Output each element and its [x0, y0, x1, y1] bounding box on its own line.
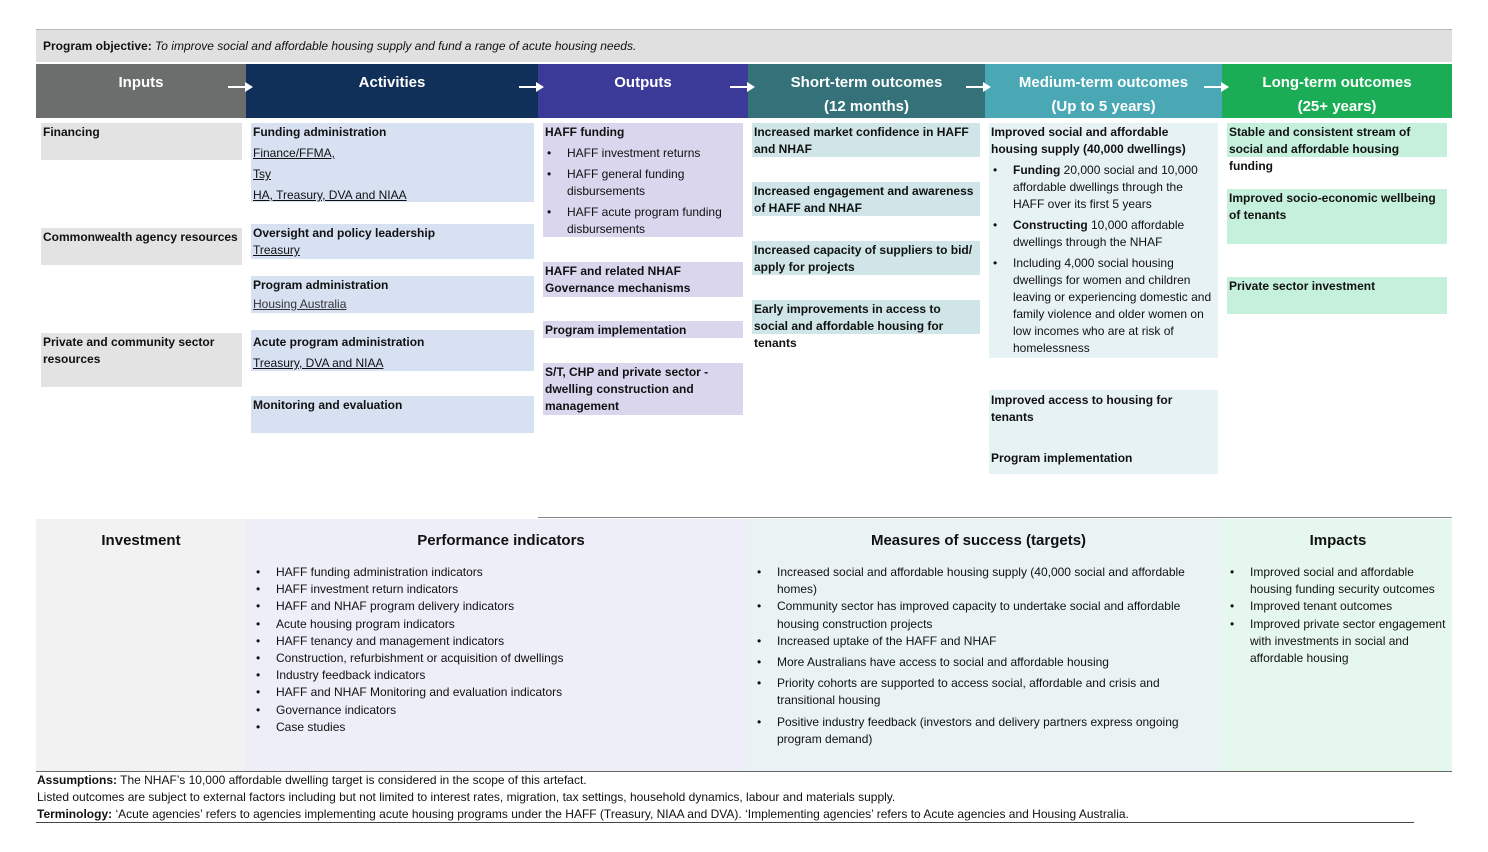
assumptions-label: Assumptions: [37, 773, 118, 787]
list-item: • HAFF and NHAF Monitoring and evaluation indicators [254, 684, 748, 701]
output-construction [543, 363, 743, 415]
link-housing-australia[interactable]: Housing Australia [253, 297, 347, 311]
external-factors-note: Listed outcomes are subject to external factors including but not limited to interest rates, migration, tax settings, household dynamics, labour and materials supply. [37, 790, 896, 804]
output-program-implementation [543, 321, 743, 338]
output-title: HAFF funding [545, 125, 625, 139]
impacts-panel [1222, 519, 1452, 771]
list-item [991, 217, 1216, 251]
outcome-text: Stable and consistent stream of social and affordable housing funding [1229, 125, 1411, 173]
measures-of-success-panel [748, 519, 1222, 771]
list-item: • HAFF tenancy and management indicators [254, 633, 748, 650]
input-commonwealth-resources [41, 228, 242, 265]
list-item: • HAFF funding administration indicators [254, 564, 748, 581]
list-item: • Improved tenant outcomes [1228, 598, 1448, 615]
panel-title: Investment [101, 532, 181, 549]
output-title: Program implementation [545, 323, 687, 337]
input-financing-label: Financing [43, 125, 100, 139]
list-item: • More Australians have access to social and affordable housing [755, 654, 1202, 671]
outcome-title: Improved access to housing for tenants [991, 393, 1173, 424]
header-long-term-label: Long-term outcomes [1262, 74, 1412, 91]
list-item-text: Including 4,000 social housing dwellings for women and children leaving or experiencing domestic and family violence and older women on low incomes who are at risk of homelessness [1013, 256, 1212, 355]
list-item: • Acute housing program indicators [254, 616, 748, 633]
list-item: • Improved private sector engagement with investments in social and affordable housing [1228, 616, 1448, 668]
header-short-term [748, 64, 985, 118]
investment-panel [36, 519, 246, 771]
assumptions-text: The NHAF’s 10,000 affordable dwelling target is considered in the scope of this artefact. [117, 773, 587, 787]
list-item: • Industry feedback indicators [254, 667, 748, 684]
divider [538, 517, 1452, 518]
long-term-outcome-1 [1227, 123, 1447, 173]
list-item: • Governance indicators [254, 702, 748, 719]
activity-program-administration [251, 276, 534, 313]
activity-title: Acute program administration [253, 335, 425, 349]
list-item-bold: Funding [1013, 163, 1061, 177]
short-term-outcome-4 [752, 300, 980, 350]
input-private-community-resources [41, 333, 242, 387]
header-short-term-period: (12 months) [823, 98, 909, 115]
outcome-text: Increased engagement and awareness of HAFF and NHAF [754, 184, 974, 215]
header-outputs [538, 64, 748, 118]
outcome-text: Increased market confidence in HAFF and NHAF [754, 125, 969, 156]
link-ha-treasury[interactable]: HA, Treasury, DVA and NIAA [253, 188, 407, 202]
outcome-text: Increased capacity of suppliers to bid/ apply for projects [754, 243, 973, 274]
output-haff-funding [543, 123, 743, 237]
list-item: • Positive industry feedback (investors and delivery partners express ongoing program demand) [755, 714, 1202, 748]
list-item: • Priority cohorts are supported to access social, affordable and crisis and transitional housing [755, 675, 1202, 709]
link-treasury-dva-niaa[interactable]: Treasury, DVA and NIAA [253, 356, 384, 370]
link-treasury[interactable]: Treasury [253, 243, 300, 257]
outcome-text: Private sector investment [1229, 279, 1376, 293]
arrow-right-icon [1204, 80, 1230, 94]
objective-text: To improve social and affordable housing supply and fund a range of acute housing needs. [155, 39, 637, 53]
panel-title: Performance indicators [417, 532, 585, 549]
output-title: S/T, CHP and private sector - dwelling construction and management [545, 365, 709, 413]
output-governance [543, 262, 743, 297]
panel-title: Measures of success (targets) [870, 532, 1087, 549]
outcome-title: Program implementation [991, 451, 1133, 465]
short-term-outcome-3 [752, 241, 980, 275]
activity-acute-program-administration [251, 330, 534, 371]
panel-title: Impacts [1309, 532, 1367, 549]
header-inputs [36, 64, 246, 118]
activity-title: Oversight and policy leadership [253, 226, 436, 240]
activity-title: Funding administration [253, 125, 387, 139]
arrow-right-icon [228, 80, 254, 94]
output-title: HAFF and related NHAF Governance mechanisms [545, 264, 691, 295]
program-objective [36, 29, 1452, 62]
activity-funding-administration [251, 123, 534, 202]
divider [36, 822, 1414, 823]
activity-monitoring-evaluation [251, 396, 534, 433]
list-item: • Construction, refurbishment or acquisition of dwellings [254, 650, 748, 667]
header-medium-term-period: (Up to 5 years) [1051, 98, 1156, 115]
footer-notes [37, 772, 1437, 823]
list-item: • Improved social and affordable housing funding security outcomes [1228, 564, 1448, 598]
header-short-term-label: Short-term outcomes [790, 74, 943, 91]
header-long-term-period: (25+ years) [1297, 98, 1377, 115]
list-item [991, 162, 1216, 213]
long-term-outcome-2 [1227, 189, 1447, 244]
input-commonwealth-label: Commonwealth agency resources [43, 230, 238, 244]
outcome-text: Early improvements in access to social and affordable housing for tenants [754, 302, 944, 350]
input-financing [41, 123, 242, 160]
list-item: • HAFF investment return indicators [254, 581, 748, 598]
list-item: • HAFF investment returns [545, 145, 741, 162]
outcome-text: Improved socio-economic wellbeing of tenants [1229, 191, 1436, 222]
list-item: • Case studies [254, 719, 748, 736]
arrow-right-icon [966, 80, 992, 94]
medium-term-access [989, 390, 1218, 474]
header-long-term [1222, 64, 1452, 118]
list-item [991, 255, 1216, 357]
list-item: • Community sector has improved capacity to undertake social and affordable housing construction projects [755, 598, 1202, 632]
short-term-outcome-1 [752, 123, 980, 157]
terminology-text: ‘Acute agencies’ refers to agencies implementing acute housing programs under the HAFF (Treasury, NIAA and DVA). ‘Implementing agencies’ refers to Acute agencies and Housing Australia. [112, 807, 1129, 821]
header-inputs-label: Inputs [118, 74, 164, 91]
activity-title: Monitoring and evaluation [253, 398, 403, 412]
link-tsy[interactable]: Tsy [253, 167, 271, 181]
objective-label: Program objective: [43, 39, 152, 53]
header-activities-label: Activities [358, 74, 426, 91]
input-private-label: Private and community sector resources [43, 335, 215, 366]
assumptions-note [37, 772, 1437, 789]
activity-oversight [251, 224, 534, 259]
list-item: • HAFF acute program funding disbursements [545, 204, 741, 238]
list-item: • Increased uptake of the HAFF and NHAF [755, 633, 1202, 650]
header-medium-term-label: Medium-term outcomes [1018, 74, 1189, 91]
header-medium-term [985, 64, 1222, 118]
list-item: • HAFF general funding disbursements [545, 166, 741, 200]
long-term-outcome-3 [1227, 277, 1447, 314]
activity-title: Program administration [253, 278, 389, 292]
list-item-text: 20,000 social and 10,000 affordable dwellings through the HAFF over its first 5 years [1013, 163, 1198, 211]
medium-term-supply [989, 123, 1218, 358]
outcome-title: Improved social and affordable housing supply (40,000 dwellings) [991, 125, 1186, 156]
header-outputs-label: Outputs [614, 74, 672, 91]
short-term-outcome-2 [752, 182, 980, 216]
list-item-text: 10,000 affordable dwellings through the NHAF [1013, 218, 1185, 249]
performance-indicators-panel [246, 519, 748, 771]
link-finance[interactable]: Finance/FFMA, [253, 146, 336, 160]
arrow-right-icon [519, 80, 545, 94]
terminology-label: Terminology: [37, 807, 113, 821]
list-item-bold: Constructing [1013, 218, 1088, 232]
header-activities [246, 64, 538, 118]
list-item: • HAFF and NHAF program delivery indicators [254, 598, 748, 615]
arrow-right-icon [730, 80, 756, 94]
list-item: • Increased social and affordable housing supply (40,000 social and affordable homes) [755, 564, 1202, 598]
terminology-note [37, 806, 1437, 823]
